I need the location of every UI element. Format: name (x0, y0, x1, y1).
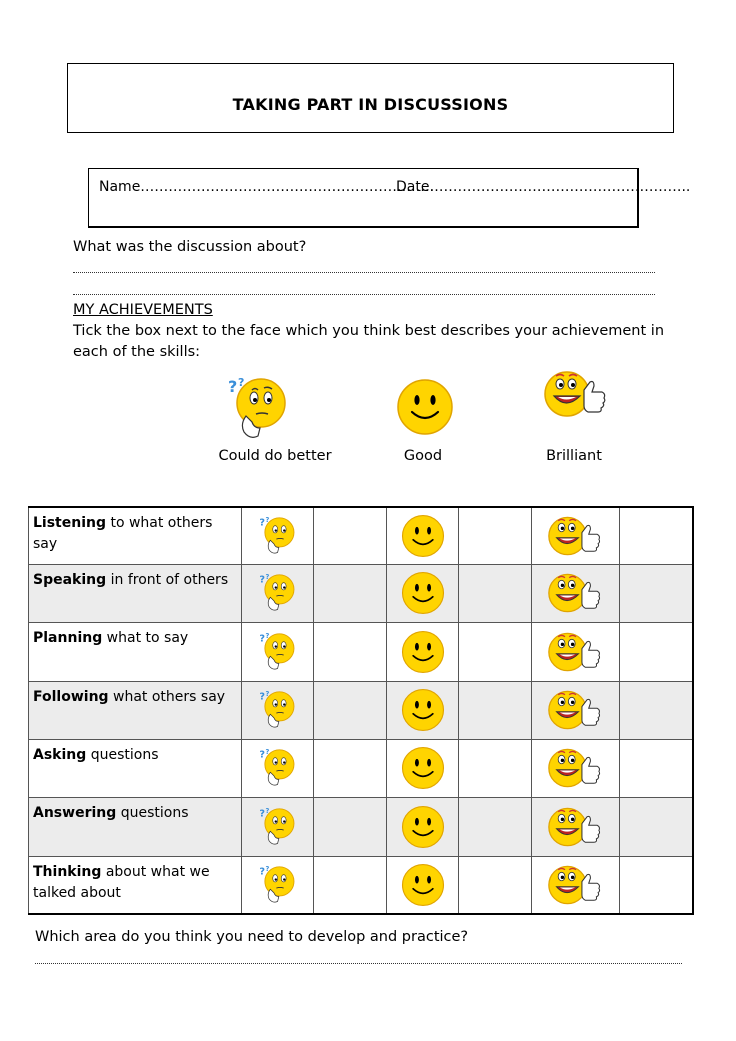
skill-keyword: Answering (33, 804, 117, 821)
discussion-question: What was the discussion about? (73, 239, 307, 255)
legend-label-good: Good (403, 448, 443, 464)
skill-name (29, 564, 242, 622)
svg-text:?: ? (259, 574, 266, 586)
tick-box-could-do-better[interactable] (314, 622, 387, 681)
thumbs-up-face-icon (532, 507, 620, 564)
tick-box-brilliant[interactable] (620, 856, 693, 914)
thinking-face-icon (241, 622, 314, 681)
thinking-face-icon (241, 739, 314, 797)
smiley-face-icon (396, 378, 454, 440)
thinking-face-icon (241, 507, 314, 564)
footer-answer-line[interactable] (35, 957, 682, 964)
skill-keyword: Following (33, 688, 109, 705)
footer-question: Which area do you think you need to develop and practice? (35, 929, 469, 945)
tick-box-brilliant[interactable] (620, 622, 693, 681)
tick-box-brilliant[interactable] (620, 739, 693, 797)
skill-description: what to say (102, 629, 189, 646)
thinking-face-icon (241, 797, 314, 856)
instruction-line-1: Tick the box next to the face which you think best describes your achievement in (73, 323, 665, 339)
table-row (29, 739, 694, 797)
smiley-face-icon (386, 856, 459, 914)
svg-text:?: ? (265, 864, 270, 873)
tick-box-good[interactable] (459, 681, 532, 739)
tick-box-good[interactable] (459, 507, 532, 564)
page-title: TAKING PART IN DISCUSSIONS (232, 95, 509, 114)
answer-line-1[interactable] (73, 266, 655, 273)
tick-box-brilliant[interactable] (620, 507, 693, 564)
thinking-face-icon (224, 374, 290, 448)
skill-name (29, 797, 242, 856)
thumbs-up-face-icon (532, 622, 620, 681)
tick-box-could-do-better[interactable] (314, 564, 387, 622)
table-row (29, 564, 694, 622)
skill-keyword: Speaking (33, 571, 107, 588)
tick-box-good[interactable] (459, 564, 532, 622)
skill-keyword: Planning (33, 629, 103, 646)
tick-box-could-do-better[interactable] (314, 856, 387, 914)
tick-box-brilliant[interactable] (620, 681, 693, 739)
skill-description: questions (86, 746, 159, 763)
skill-description: about what we talked about (33, 863, 210, 901)
skill-description: what others say (108, 688, 226, 705)
name-field[interactable]: Name……………………………………………………… (99, 179, 435, 195)
smiley-face-icon (386, 739, 459, 797)
tick-box-could-do-better[interactable] (314, 797, 387, 856)
svg-text:?: ? (265, 631, 270, 640)
skill-name (29, 507, 242, 564)
svg-text:?: ? (265, 573, 270, 582)
name-date-box (88, 168, 691, 228)
tick-box-good[interactable] (459, 797, 532, 856)
smiley-face-icon (386, 507, 459, 564)
skill-description: questions (116, 804, 189, 821)
svg-text:?: ? (259, 749, 266, 761)
answer-line-2[interactable] (73, 288, 655, 295)
svg-text:?: ? (259, 808, 266, 820)
legend-label-brilliant: Brilliant (546, 448, 602, 464)
thinking-face-icon (241, 681, 314, 739)
svg-text:?: ? (259, 633, 266, 645)
smiley-face-icon (386, 564, 459, 622)
thumbs-up-face-icon (532, 797, 620, 856)
tick-box-could-do-better[interactable] (314, 739, 387, 797)
instruction-line-2: each of the skills: (73, 344, 201, 360)
date-field[interactable]: Date……………………………………………….. (396, 179, 691, 195)
thumbs-up-face-icon (532, 564, 620, 622)
svg-text:?: ? (265, 690, 270, 699)
skill-name (29, 739, 242, 797)
title-box (67, 63, 674, 133)
table-row (29, 507, 694, 564)
svg-text:?: ? (238, 376, 245, 389)
tick-box-brilliant[interactable] (620, 797, 693, 856)
svg-text:?: ? (228, 377, 238, 396)
skill-keyword: Listening (33, 515, 106, 531)
tick-box-good[interactable] (459, 856, 532, 914)
svg-text:?: ? (259, 866, 266, 878)
thumbs-up-face-icon (544, 368, 610, 424)
smiley-face-icon (386, 622, 459, 681)
svg-text:?: ? (265, 806, 270, 815)
skill-name (29, 856, 242, 914)
table-row (29, 681, 694, 739)
thinking-face-icon (241, 564, 314, 622)
table-row (29, 797, 694, 856)
skill-name (29, 622, 242, 681)
table-row (29, 856, 694, 914)
skill-keyword: Asking (33, 746, 87, 763)
svg-text:?: ? (259, 517, 266, 529)
skill-description: to what others say (33, 515, 213, 552)
thumbs-up-face-icon (532, 739, 620, 797)
tick-box-could-do-better[interactable] (314, 507, 387, 564)
achievements-heading: MY ACHIEVEMENTS (73, 302, 213, 318)
thinking-face-icon (241, 856, 314, 914)
thumbs-up-face-icon (532, 681, 620, 739)
skill-keyword: Thinking (33, 863, 102, 880)
smiley-face-icon (386, 681, 459, 739)
skill-description: in front of others (106, 571, 229, 588)
tick-box-could-do-better[interactable] (314, 681, 387, 739)
thumbs-up-face-icon (532, 856, 620, 914)
legend-label-could-do-better: Could do better (218, 448, 332, 464)
tick-box-brilliant[interactable] (620, 564, 693, 622)
skills-table (28, 506, 694, 915)
svg-text:?: ? (265, 515, 270, 524)
tick-box-good[interactable] (459, 622, 532, 681)
smiley-face-icon (386, 797, 459, 856)
table-row (29, 622, 694, 681)
svg-text:?: ? (259, 691, 266, 703)
tick-box-good[interactable] (459, 739, 532, 797)
svg-text:?: ? (265, 748, 270, 757)
skill-name (29, 681, 242, 739)
